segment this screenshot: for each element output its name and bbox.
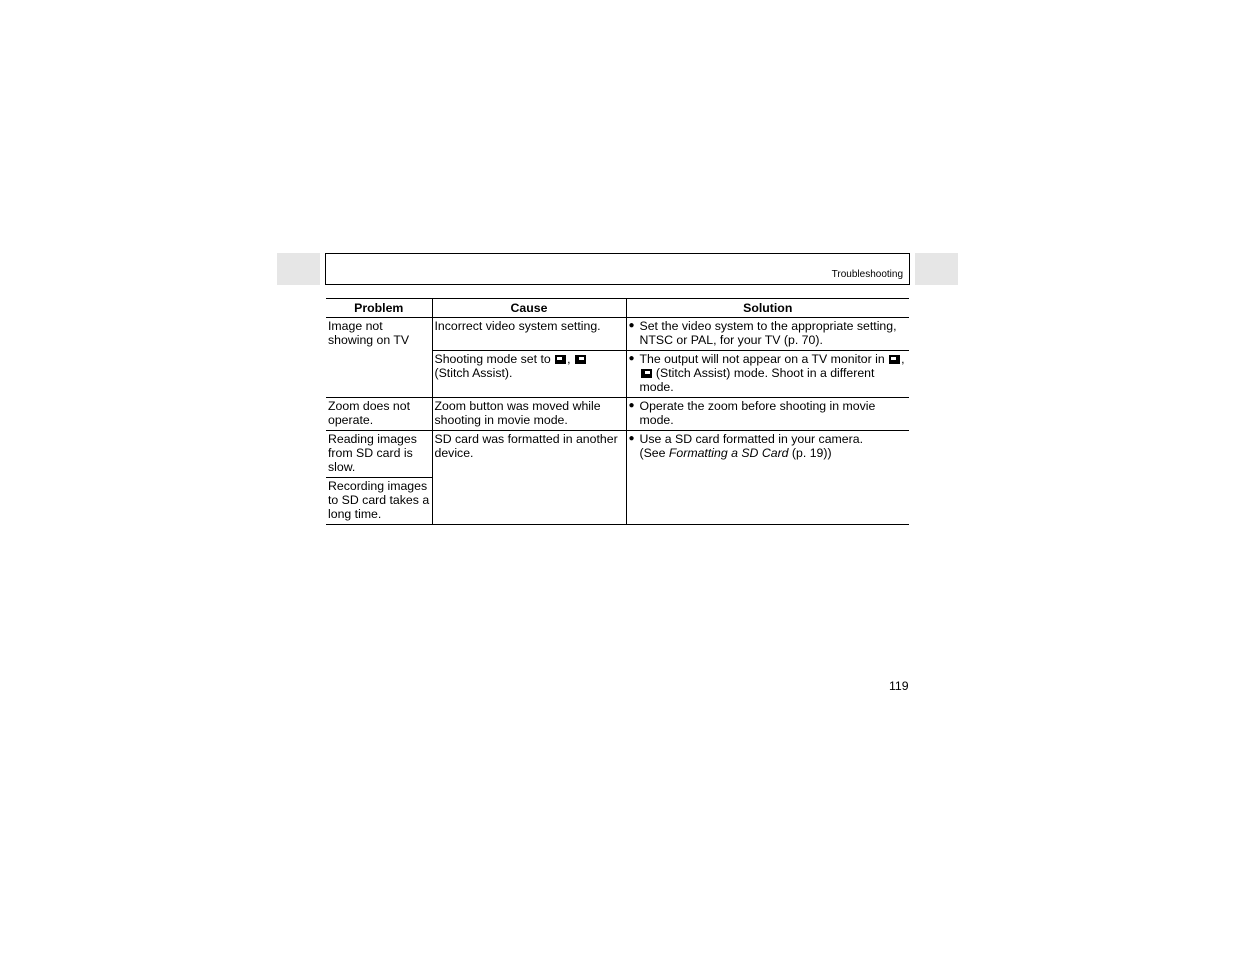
- solution-cell: [626, 431, 909, 525]
- solution-cell: [626, 398, 909, 431]
- right-side-tab: [915, 253, 958, 285]
- bullet-icon: ●: [628, 400, 635, 411]
- cause-separator: ,: [567, 352, 571, 366]
- solution-line-2-prefix: (See: [639, 446, 669, 460]
- solution-text: [640, 432, 908, 460]
- problem-cell: Image not showing on TV: [326, 318, 432, 398]
- solution-suffix: (Stitch Assist) mode. Shoot in a different mode.: [639, 366, 875, 394]
- solution-reference-title: Formatting a SD Card: [668, 446, 789, 460]
- page-number: 119: [889, 679, 909, 693]
- cause-cell: [432, 351, 626, 398]
- solution-cell: [626, 351, 909, 398]
- bullet-icon: ●: [628, 433, 635, 444]
- bullet-icon: ●: [628, 320, 635, 331]
- cause-suffix: (Stitch Assist).: [434, 366, 513, 380]
- left-side-tab: [277, 253, 320, 285]
- solution-text: Set the video system to the appropriate setting, NTSC or PAL, for your TV (p. 70).: [639, 319, 897, 347]
- table-row: [326, 431, 909, 478]
- header-problem: Problem: [326, 299, 432, 318]
- solution-cell: [626, 318, 909, 351]
- problem-cell: Recording images to SD card takes a long time.: [326, 478, 432, 525]
- cause-prefix: Shooting mode set to: [434, 352, 551, 366]
- solution-text: [640, 352, 908, 394]
- problem-cell: Reading images from SD card is slow.: [326, 431, 432, 478]
- solution-separator: ,: [901, 352, 905, 366]
- header-solution: Solution: [626, 299, 909, 318]
- header-cause: Cause: [432, 299, 626, 318]
- page-header: [325, 253, 910, 285]
- bullet-icon: ●: [628, 353, 635, 364]
- table-header-row: [326, 299, 909, 318]
- solution-line-2-suffix: (p. 19)): [788, 446, 832, 460]
- table-row: [326, 318, 909, 351]
- stitch-assist-right-icon: [575, 355, 586, 364]
- solution-text: Operate the zoom before shooting in movie mode.: [639, 399, 876, 427]
- solution-prefix: The output will not appear on a TV monitor in: [639, 352, 885, 366]
- problem-cell: Zoom does not operate.: [326, 398, 432, 431]
- table-row: [326, 398, 909, 431]
- stitch-assist-left-icon: [555, 355, 566, 364]
- cause-cell: Incorrect video system setting.: [432, 318, 626, 351]
- troubleshooting-table: [326, 298, 909, 525]
- header-title: Troubleshooting: [831, 269, 903, 280]
- stitch-assist-right-icon: [641, 369, 652, 378]
- cause-cell: Zoom button was moved while shooting in movie mode.: [432, 398, 626, 431]
- cause-cell: SD card was formatted in another device.: [432, 431, 626, 525]
- solution-line-1: Use a SD card formatted in your camera.: [639, 432, 863, 446]
- stitch-assist-left-icon: [889, 355, 900, 364]
